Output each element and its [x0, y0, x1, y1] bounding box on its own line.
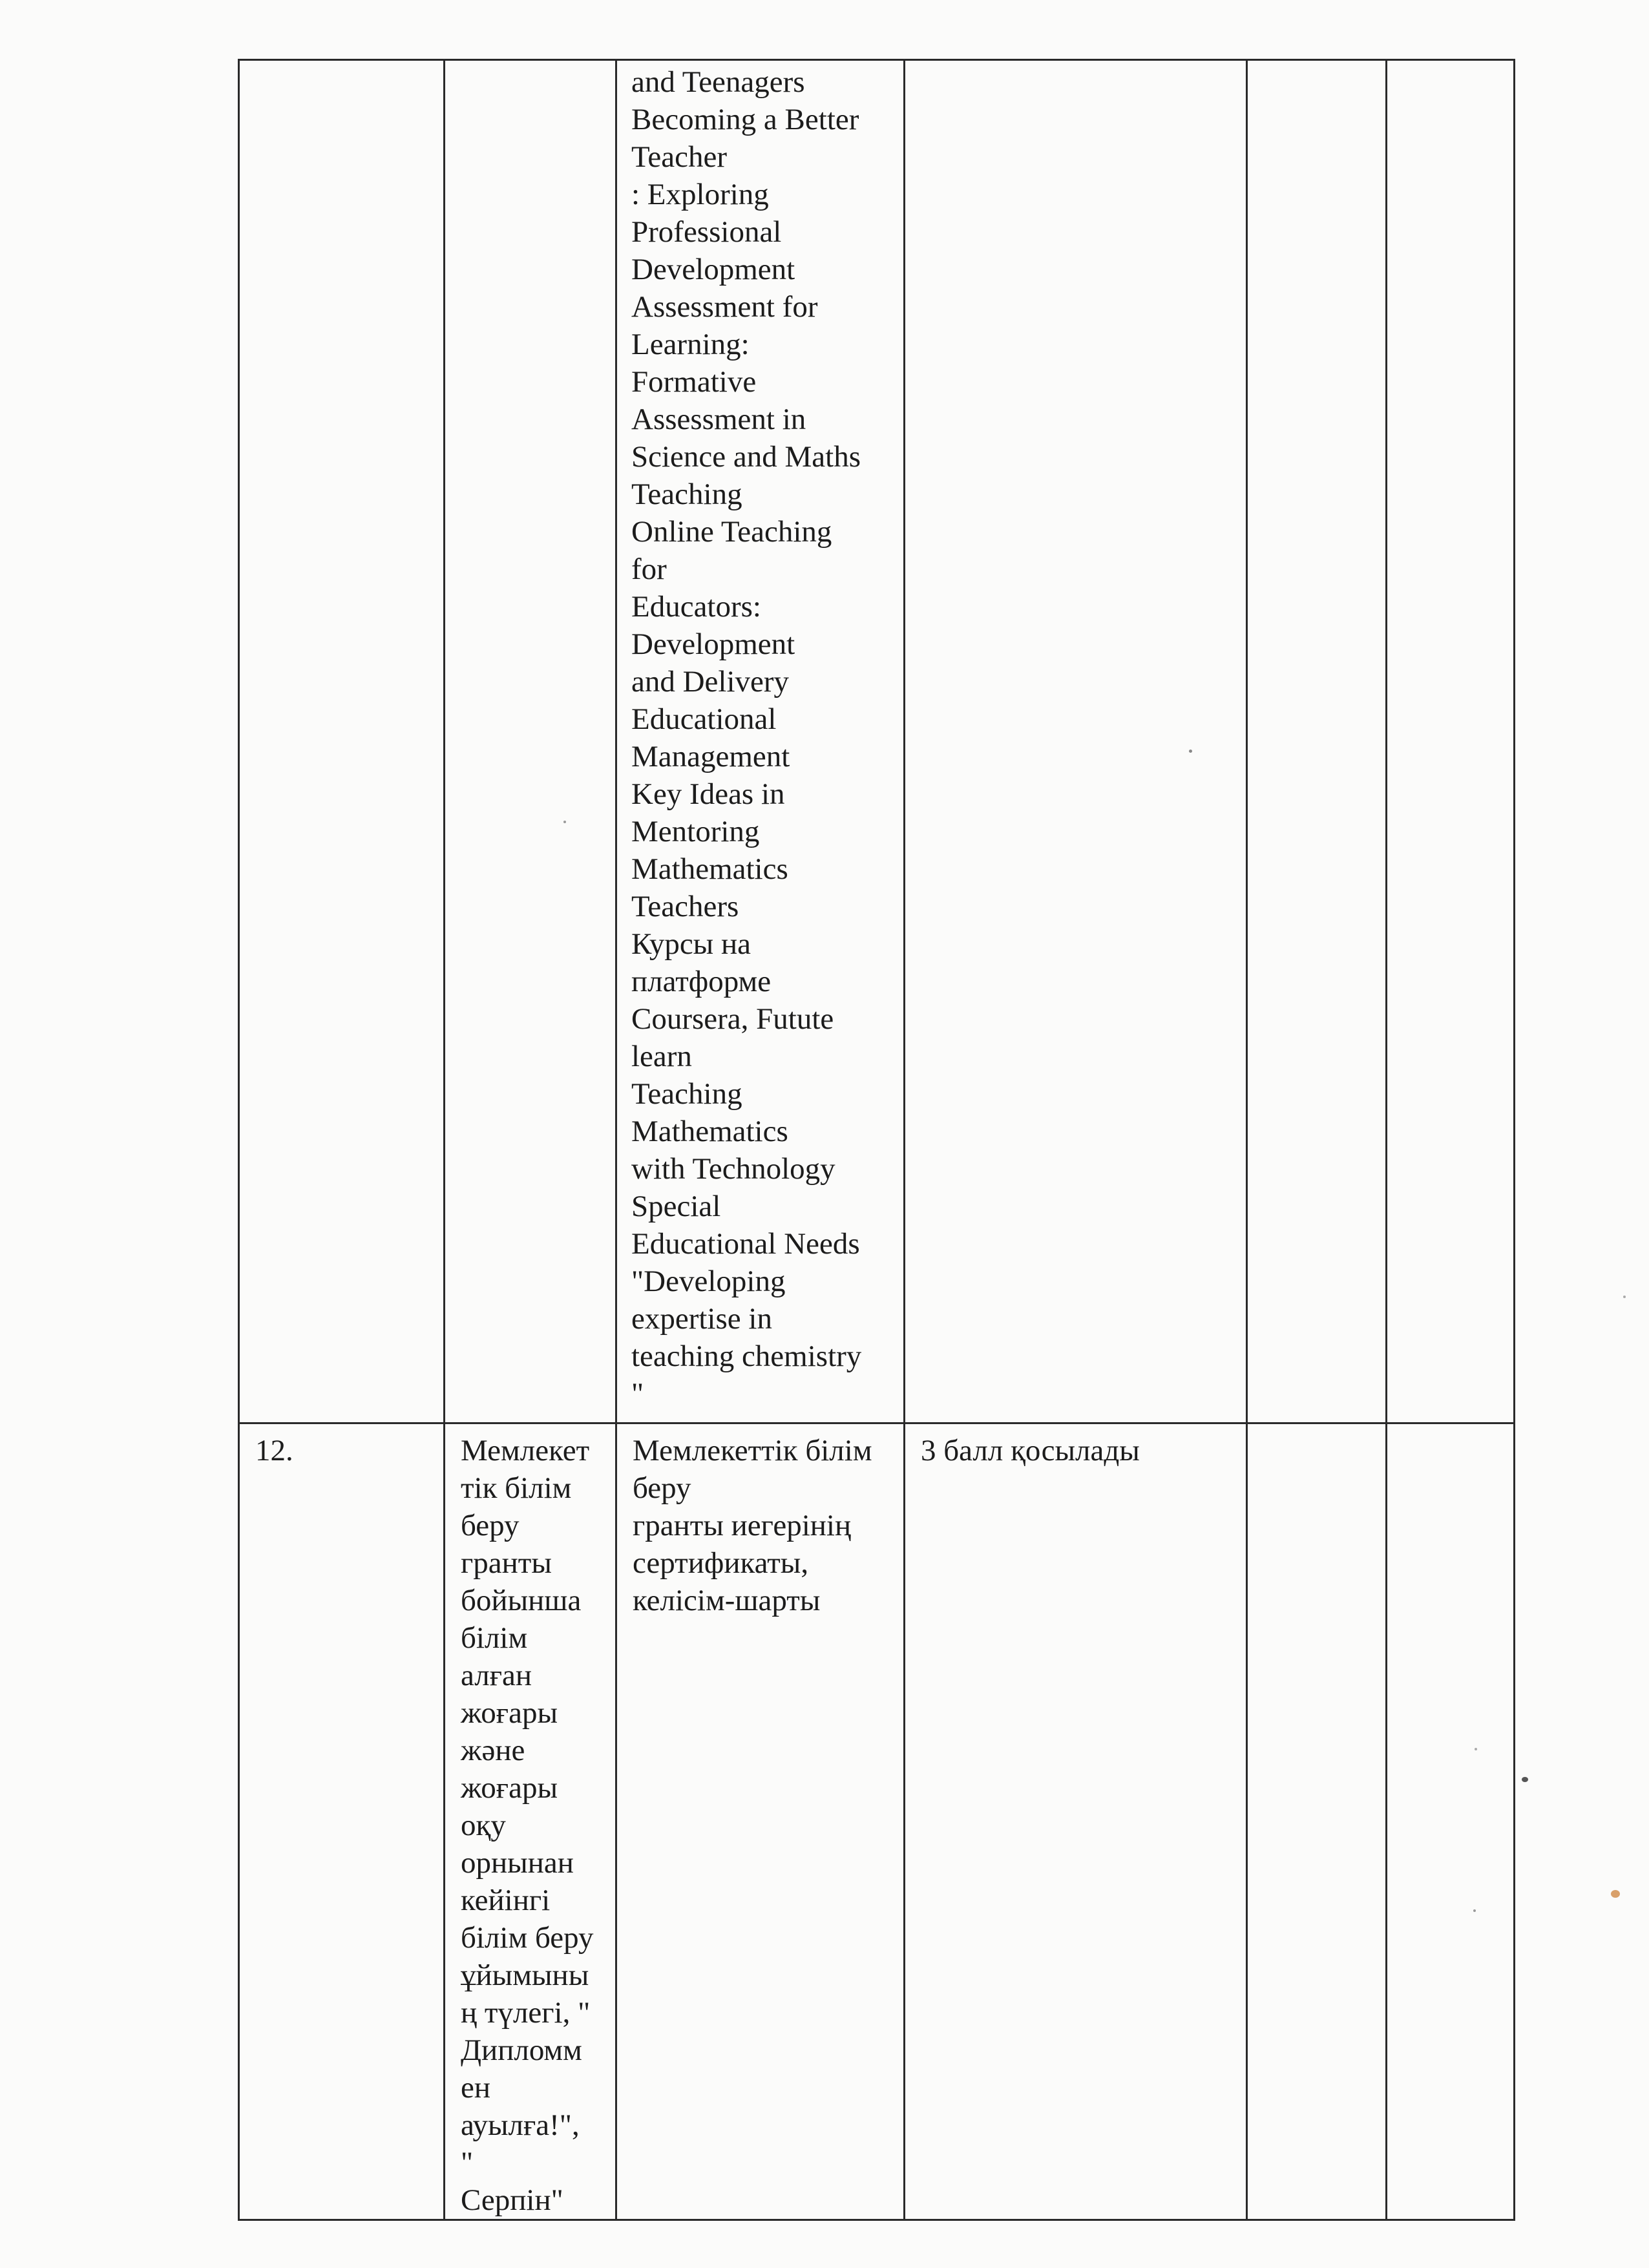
criteria-table — [238, 59, 1515, 2221]
criterion-cell — [445, 1423, 616, 2220]
criterion-cell — [445, 60, 616, 1423]
empty-cell — [1387, 60, 1515, 1423]
score-cell — [905, 1423, 1247, 2220]
number-cell — [239, 1423, 445, 2220]
row-number: 12. — [255, 1434, 293, 1467]
scan-speck — [1522, 1777, 1528, 1782]
table-row — [239, 60, 1515, 1423]
score-text: 3 балл қосылады — [921, 1434, 1140, 1467]
empty-cell — [1387, 1423, 1515, 2220]
scan-speck — [1475, 1748, 1477, 1750]
number-cell — [239, 60, 445, 1423]
scan-speck — [1611, 1890, 1620, 1898]
course-list: and Teenagers Becoming a Better Teacher : Exploring Professional Development Assessment for Learning: Formative Assessment in Science and Maths Teaching Online Teaching for Educators: Development and Delivery Educational Management Key Ideas in Mentoring Mathematics Teachers Курсы на платформе Coursera, Futute learn Teaching Mathematics with Technology Special Educational Needs "Developing expertise in teaching chemistry " — [631, 65, 862, 1411]
scan-speck — [1189, 750, 1192, 753]
scan-speck — [1473, 1909, 1476, 1912]
criterion-text: Мемлекет тік білім беру гранты бойынша білім алған жоғары және жоғары оқу орнынан кейінгі білім беру ұйымыны ң түлегі, " Дипломм ен ауылға!", " Серпін" — [461, 1434, 594, 2217]
empty-cell — [1247, 1423, 1387, 2220]
table-row — [239, 1423, 1515, 2220]
empty-cell — [1247, 60, 1387, 1423]
document-text: Мемлекеттік білім беру гранты иегерінің сертификаты, келісім-шарты — [633, 1434, 872, 1617]
score-cell — [905, 60, 1247, 1423]
document-cell — [616, 1423, 905, 2220]
scan-speck — [1623, 1296, 1626, 1298]
scan-speck — [563, 821, 566, 823]
document-cell — [616, 60, 905, 1423]
